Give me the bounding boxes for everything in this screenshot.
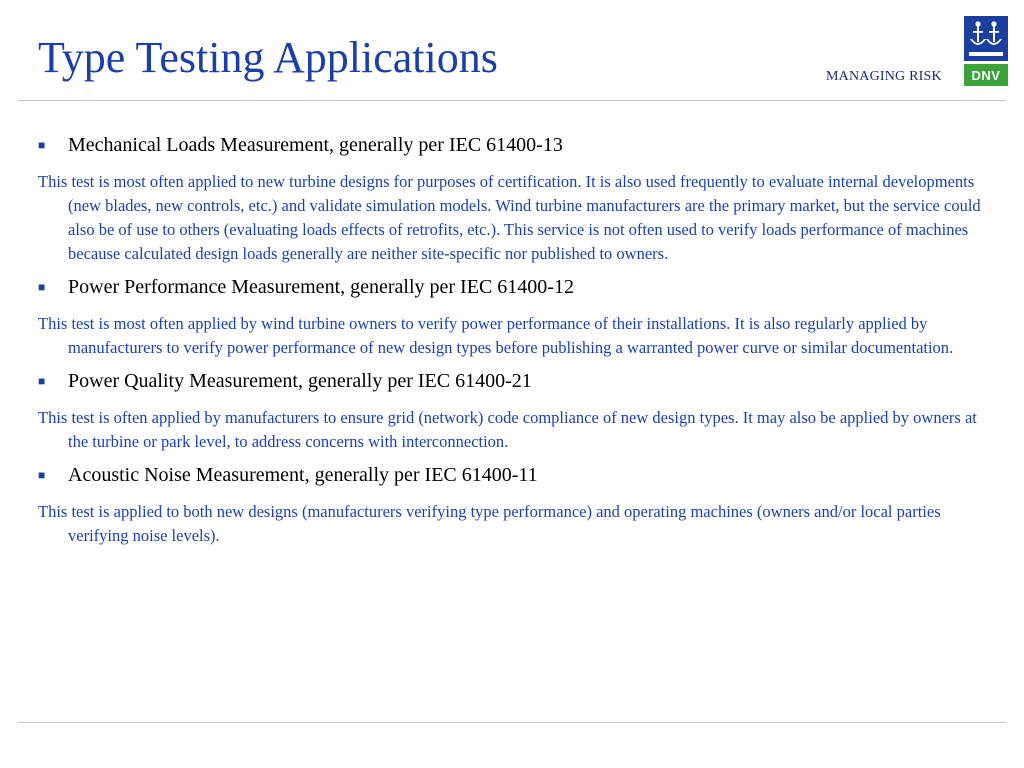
dnv-wordmark: DNV: [964, 64, 1008, 86]
page-title: Type Testing Applications: [38, 33, 498, 82]
list-item: [38, 368, 998, 454]
section-heading-text: Mechanical Loads Measurement, generally per IEC 61400-13: [68, 134, 563, 156]
square-bullet-icon: ■: [38, 374, 46, 388]
dnv-logo: [964, 16, 1008, 86]
section-heading: [38, 274, 998, 302]
list-item: [38, 274, 998, 360]
section-description: This test is applied to both new designs (manufacturers verifying type performance) and operating machines (owners and/or local parties verifying noise levels).: [38, 502, 941, 545]
list-item: [38, 132, 998, 266]
square-bullet-icon: ■: [38, 138, 46, 152]
square-bullet-icon: ■: [38, 280, 46, 294]
footer-divider: [18, 722, 1006, 723]
section-description: This test is most often applied to new turbine designs for purposes of certification. It is also used frequently to evaluate internal developments (new blades, new controls, etc.) and validate simulation models. Wind turbine manufacturers are the primary market, but the service could also be of use to others (evaluating loads effects of retrofits, etc.). This service is not often used to verify loads performance of machines because calculated design loads generally are neither site-specific nor published to owners.: [38, 172, 981, 263]
section-heading: [38, 368, 998, 396]
section-description: This test is often applied by manufacturers to ensure grid (network) code compliance of new design types. It may also be applied by owners at the turbine or park level, to address concerns with interconnection.: [38, 408, 977, 451]
tagline: MANAGING RISK: [826, 69, 942, 84]
content-list: [38, 132, 998, 556]
section-heading-text: Acoustic Noise Measurement, generally per IEC 61400-11: [68, 464, 538, 486]
section-heading: [38, 462, 998, 490]
list-item: [38, 462, 998, 548]
square-bullet-icon: ■: [38, 468, 46, 482]
section-heading-text: Power Quality Measurement, generally per IEC 61400-21: [68, 370, 532, 392]
section-heading-text: Power Performance Measurement, generally per IEC 61400-12: [68, 276, 574, 298]
header-divider: [18, 100, 1006, 101]
section-description: This test is most often applied by wind turbine owners to verify power performance of their installations. It is also regularly applied by manufacturers to verify power performance of new design types before publishing a warranted power curve or similar documentation.: [38, 314, 954, 357]
section-heading: [38, 132, 998, 160]
dnv-ship-logo-icon: [964, 16, 1008, 61]
